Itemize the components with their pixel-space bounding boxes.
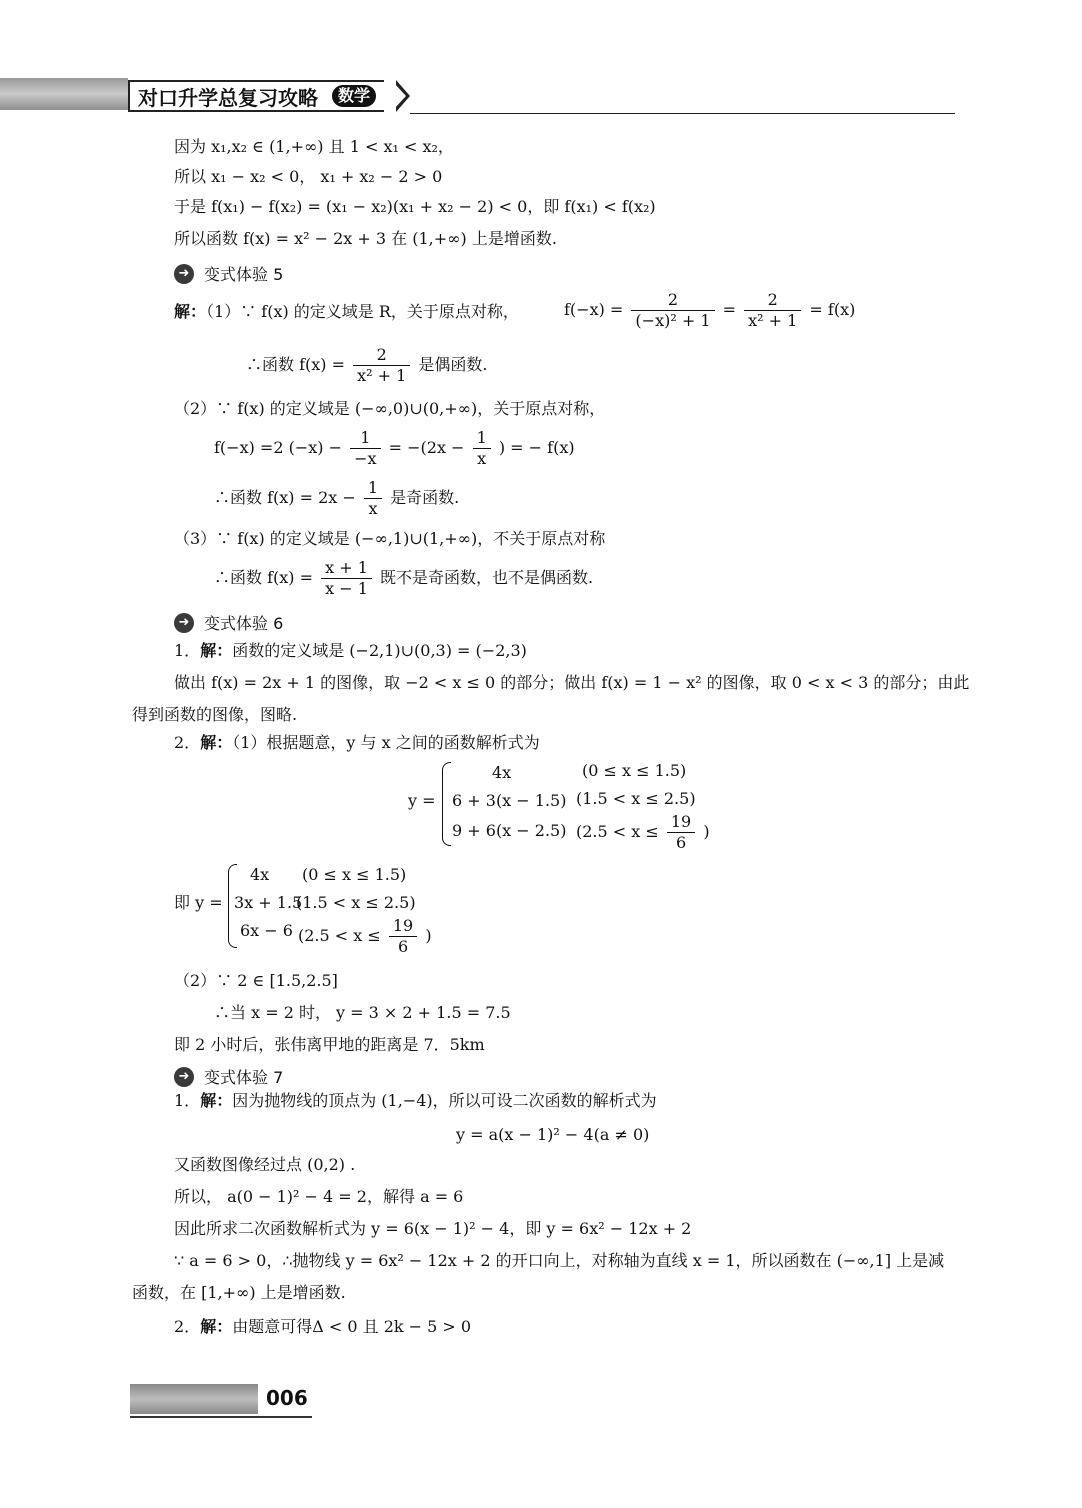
piecewise-lhs: y = (408, 791, 436, 810)
piece-expr: 4x (492, 763, 512, 782)
text-line: 得到函数的图像，图略. (132, 705, 298, 724)
piece-expr: 4x (250, 865, 270, 884)
header-rule (410, 113, 955, 114)
piece-range: (2.5 < x ≤ $\frac{19}{6}$ ) (298, 916, 432, 956)
left-brace (442, 762, 451, 846)
piece-range: (1.5 < x ≤ 2.5) (296, 893, 416, 912)
text-line: （2）∵ 2 ∈ [1.5,2.5] (174, 971, 338, 990)
piece-expr: 6 + 3(x − 1.5) (452, 791, 567, 810)
piece-range: (1.5 < x ≤ 2.5) (576, 789, 696, 808)
text-line: 即 2 小时后，张伟离甲地的距离是 7．5km (174, 1035, 485, 1054)
piece-range: (2.5 < x ≤ $\frac{19}{6}$ ) (576, 812, 710, 852)
piece-expr: 3x + 1.5 (234, 893, 303, 912)
page-number: 006 (266, 1386, 308, 1410)
text-line: （2）∵ f(x) 的定义域是 (−∞,0)∪(0,+∞)，关于原点对称， (174, 399, 606, 418)
subject-badge: 数学 (332, 85, 376, 107)
section-heading-5: ➜ 变式体验 5 (174, 262, 283, 285)
text-line: 2．解：由题意可得Δ < 0 且 2k − 5 > 0 (174, 1317, 472, 1336)
text-line: ∴当 x = 2 时， y = 3 × 2 + 1.5 = 7.5 (214, 1003, 511, 1022)
formula: f(−x) = $\frac{2}{\text{(−x)² + 1}}$ = $\frac{2}{\text{x² + 1}}$ = f(x) (564, 290, 856, 330)
footer-band (130, 1384, 258, 1414)
arrow-circle-icon: ➜ (174, 1067, 194, 1087)
text-line: 所以 x₁ − x₂ < 0， x₁ + x₂ − 2 > 0 (174, 167, 443, 186)
formula: ∴函数 f(x) = $\frac{2}{\text{x² + 1}}$ 是偶函数. (246, 345, 488, 385)
text-line: 于是 f(x₁) − f(x₂) = (x₁ − x₂)(x₁ + x₂ − 2) < 0，即 f(x₁) < f(x₂) (174, 197, 656, 216)
header-title-box (128, 80, 384, 112)
text-line: 2．解：（1）根据题意，y 与 x 之间的函数解析式为 (174, 733, 540, 752)
piecewise-lhs: 即 y = (174, 893, 223, 912)
text-line: 1．解：函数的定义域是 (−2,1)∪(0,3) = (−2,3) (174, 641, 527, 660)
text-line: 1．解：因为抛物线的顶点为 (1,−4)，所以可设二次函数的解析式为 (174, 1091, 657, 1110)
book-title: 对口升学总复习攻略 (138, 85, 318, 110)
piece-expr: 6x − 6 (240, 921, 293, 940)
text-line: 又函数图像经过点 (0,2) . (174, 1155, 356, 1174)
formula: ∴函数 f(x) = $\frac{x + 1}{x - 1}$ 既不是奇函数，也不是偶函数. (214, 558, 594, 598)
arrow-circle-icon: ➜ (174, 613, 194, 633)
piece-expr: 9 + 6(x − 2.5) (452, 821, 567, 840)
formula: y = a(x − 1)² − 4(a ≠ 0) (456, 1125, 650, 1144)
text-line: 因为 x₁,x₂ ∈ (1,+∞) 且 1 < x₁ < x₂， (174, 137, 454, 156)
footer-rule (130, 1416, 312, 1418)
text-line: 解：（1）∵ f(x) 的定义域是 R，关于原点对称， (174, 302, 519, 321)
header-arrow-inner (394, 83, 406, 109)
formula: f(−x) =2 (−x) − $\frac{1}{-x}$ = −(2x − $\frac{1}{x}$ ) = − f(x) (214, 428, 575, 468)
header-band (0, 78, 128, 110)
section-heading-6: ➜ 变式体验 6 (174, 611, 283, 634)
text-line: 做出 f(x) = 2x + 1 的图像，取 −2 < x ≤ 0 的部分；做出 f(x) = 1 − x² 的图像，取 0 < x < 3 的部分；由此 (174, 673, 970, 692)
text-line: 因此所求二次函数解析式为 y = 6(x − 1)² − 4，即 y = 6x² − 12x + 2 (174, 1219, 692, 1238)
arrow-circle-icon: ➜ (174, 264, 194, 284)
section-heading-7: ➜ 变式体验 7 (174, 1065, 283, 1088)
piece-range: (0 ≤ x ≤ 1.5) (302, 865, 407, 884)
text-line: 所以函数 f(x) = x² − 2x + 3 在 (1,+∞) 上是增函数. (174, 229, 557, 248)
formula: ∴函数 f(x) = 2x − $\frac{1}{x}$ 是奇函数. (214, 478, 460, 518)
piece-range: (0 ≤ x ≤ 1.5) (582, 761, 687, 780)
text-line: 函数，在 [1,+∞) 上是增函数. (132, 1283, 346, 1302)
text-line: （3）∵ f(x) 的定义域是 (−∞,1)∪(1,+∞)，不关于原点对称 (174, 529, 606, 548)
text-line: ∵ a = 6 > 0，∴抛物线 y = 6x² − 12x + 2 的开口向上，对称轴为直线 x = 1，所以函数在 (−∞,1] 上是减 (174, 1251, 945, 1270)
text-line: 所以， a(0 − 1)² − 4 = 2，解得 a = 6 (174, 1187, 464, 1206)
